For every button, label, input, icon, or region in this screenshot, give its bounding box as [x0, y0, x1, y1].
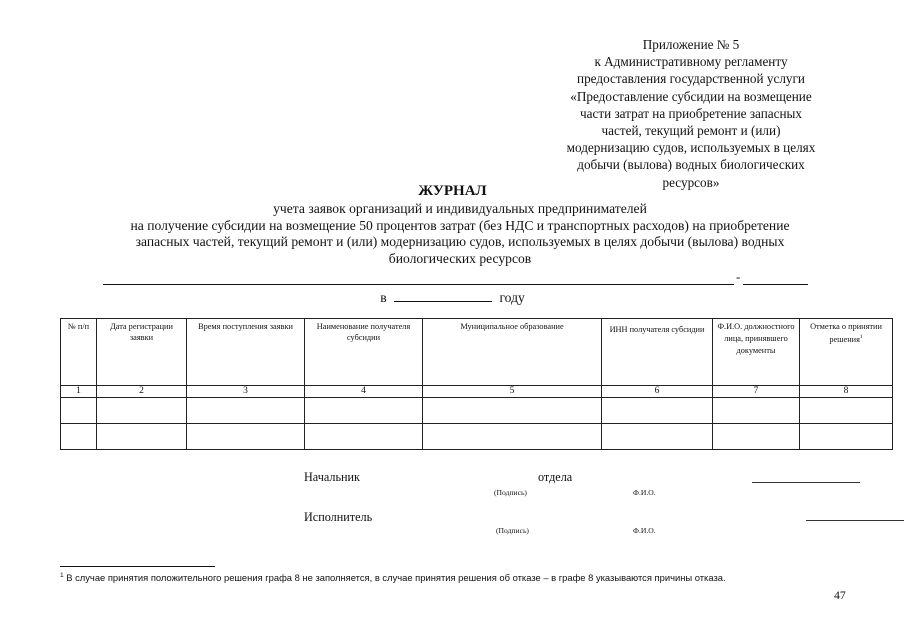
chief-label: Начальник [304, 470, 360, 484]
column-number: 7 [713, 386, 800, 398]
table-cell[interactable] [602, 398, 713, 424]
subtitle-line: биологических ресурсов [388, 250, 532, 266]
journal-subtitle [60, 201, 860, 267]
year-suffix: году [499, 290, 525, 305]
table-cell[interactable] [713, 424, 800, 450]
column-header: Время поступления заявки [187, 319, 305, 386]
column-header: Муниципальное образование [423, 319, 602, 386]
annex-line: «Предоставление субсидии на возмещение [570, 88, 812, 104]
column-number: 5 [423, 386, 602, 398]
year-row [0, 288, 905, 307]
subtitle-line: запасных частей, текущий ремонт и (или) модернизацию судов, используемых в целях добычи (вылова) водных [135, 234, 785, 250]
annex-line: предоставления государственной услуги [577, 71, 805, 87]
column-number: 2 [97, 386, 187, 398]
signature-caption: (Подпись) [494, 488, 527, 497]
executor-label: Исполнитель [304, 510, 373, 524]
period-dash: - [736, 269, 741, 284]
journal-title: ЖУРНАЛ [418, 183, 487, 199]
table-cell[interactable] [187, 424, 305, 450]
footnote-separator [60, 566, 215, 567]
subtitle-line: учета заявок организаций и индивидуальных предпринимателей [273, 201, 647, 216]
chief-signature-line [752, 482, 860, 483]
column-header: Наименование получателя субсидии [305, 319, 423, 386]
column-header: № п/п [61, 319, 97, 386]
table-cell[interactable] [713, 398, 800, 424]
table-cell[interactable] [61, 424, 97, 450]
subtitle-line: на получение субсидии на возмещение 50 процентов затрат (без НДС и транспортных расходов) на приобретение [130, 217, 790, 233]
column-header: Отметка о принятии решения$^1$ [800, 319, 893, 386]
annex-line: к Административному регламенту [594, 54, 788, 70]
table-cell[interactable] [305, 424, 423, 450]
executor-signature-line [806, 520, 904, 521]
signature-caption: (Подпись) [496, 526, 529, 535]
journal-table [60, 318, 893, 450]
department-label: отдела [538, 470, 573, 484]
column-number: 1 [61, 386, 97, 398]
annex-line: части затрат на приобретение запасных [580, 105, 802, 121]
year-prefix: в [380, 290, 387, 305]
page-number: 47 [834, 588, 846, 602]
table-cell[interactable] [800, 398, 893, 424]
annex-line: добычи (вылова) водных биологических [577, 157, 805, 173]
table-cell[interactable] [800, 424, 893, 450]
column-number: 8 [800, 386, 893, 398]
table-header-row [61, 319, 893, 386]
annex-line: Приложение № 5 [642, 37, 740, 52]
period-fill-row [103, 270, 808, 286]
column-number: 4 [305, 386, 423, 398]
year-blank-line [394, 288, 492, 302]
footnote-mark: 1 [859, 334, 863, 340]
period-fill-line-left [103, 270, 734, 285]
annex-line: модернизацию судов, используемых в целях [566, 140, 816, 156]
column-number: 6 [602, 386, 713, 398]
footnote [60, 572, 726, 584]
column-header: Дата регистрации заявки [97, 319, 187, 386]
table-row [61, 398, 893, 424]
table-cell[interactable] [305, 398, 423, 424]
table-cell[interactable] [97, 398, 187, 424]
table-cell[interactable] [187, 398, 305, 424]
footnote-mark: 1 [60, 572, 64, 579]
column-number: 3 [187, 386, 305, 398]
period-fill-line-right [743, 270, 808, 285]
column-number-row [61, 386, 893, 398]
table-cell[interactable] [61, 398, 97, 424]
table-cell[interactable] [602, 424, 713, 450]
column-header: Ф.И.О. должностного лица, принявшего документы [713, 319, 800, 386]
table-cell[interactable] [423, 398, 602, 424]
annex-line: ресурсов» [662, 174, 720, 190]
annex-block [535, 36, 847, 191]
table-cell[interactable] [423, 424, 602, 450]
table-cell[interactable] [97, 424, 187, 450]
fio-caption: Ф.И.О. [633, 526, 656, 535]
column-header: ИНН получателя субсидии [602, 319, 713, 386]
fio-caption: Ф.И.О. [633, 488, 656, 497]
annex-line: частей, текущий ремонт и (или) [601, 123, 781, 139]
table-row [61, 424, 893, 450]
footnote-text: В случае принятия положительного решения графа 8 не заполняется, в случае принятия решения об отказе – в графе 8 указываются причины отказа. [63, 572, 726, 583]
